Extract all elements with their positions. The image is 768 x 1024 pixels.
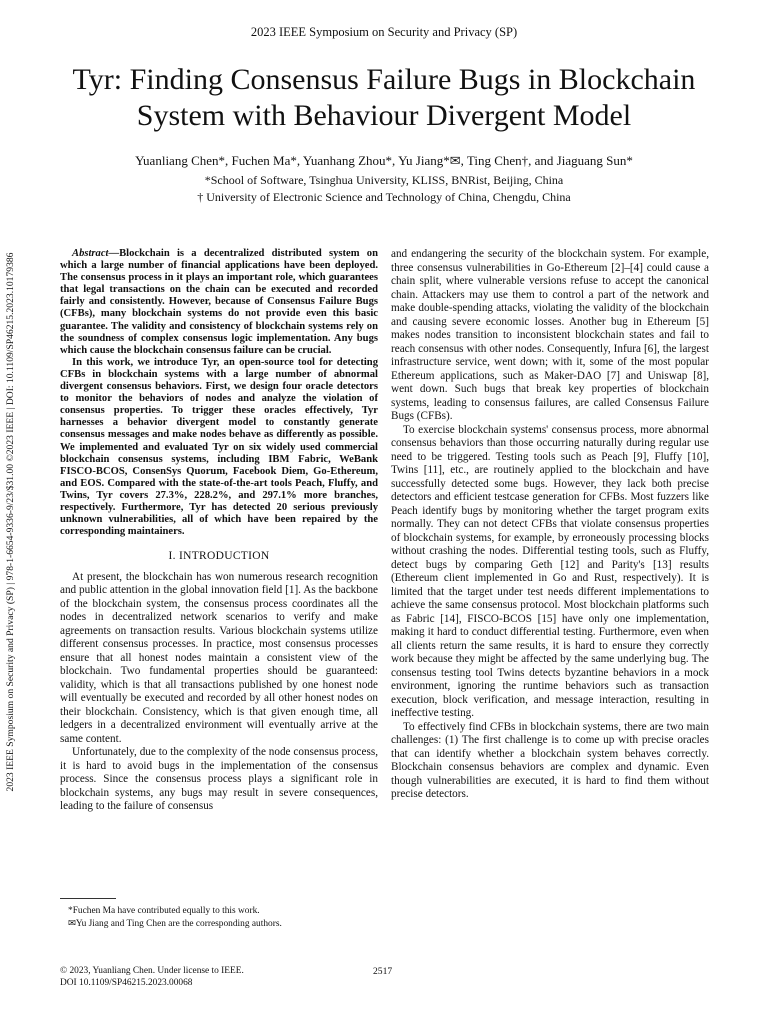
- page-number: 2517: [373, 966, 393, 977]
- doi-sidebar: [3, 222, 19, 822]
- affiliation-2: † University of Electronic Science and Technology of China, Chengdu, China: [197, 190, 571, 204]
- footnote-divider: [60, 898, 116, 899]
- footnote-1: *Fuchen Ma have contributed equally to this work.: [68, 906, 260, 916]
- conference-header: 2023 IEEE Symposium on Security and Privacy (SP): [250, 25, 518, 39]
- affiliation-1: *School of Software, Tsinghua University, KLISS, BNRist, Beijing, China: [204, 173, 564, 187]
- footer-copyright: © 2023, Yuanliang Chen. Under license to IEEE.: [60, 966, 244, 976]
- title-line-2: System with Behaviour Divergent Model: [136, 99, 632, 132]
- footer-doi: DOI 10.1109/SP46215.2023.00068: [60, 977, 193, 988]
- right-paragraph-1: and endangering the security of the blockchain system. For example, three consensus vulnerabilities in Go-Ethereum [2]–[4] could cause a chain split, where vulnerable versions refuse to accept the canonical chain. Attackers may use them to control a part of the network and make double-spending attacks, violating the validity of the blockchain and causing severe economic losses. Another bug in Ethereum [5] makes nodes transition to inconsistent blockchain states and fail to reach consensus with other nodes. Consequently, Infura [6], the largest infrastructure service, went down; with it, some of the most popular Ethereum applications, such as Maker-DAO [7] and Uniswap [8], went down. Such bugs that break key properties of blockchain systems, leading to consensus failures, are called Consensus Failure Bugs (CFBs).: [391, 248, 709, 422]
- title-line-1: Tyr: Finding Consensus Failure Bugs in Blockchain: [72, 63, 696, 96]
- paper-title: [40, 62, 728, 134]
- section-heading-introduction: I. INTRODUCTION: [168, 550, 270, 563]
- author-list: Yuanliang Chen*, Fuchen Ma*, Yuanhang Zhou*, Yu Jiang*✉, Ting Chen†, and Jiaguang Sun*: [135, 153, 633, 168]
- abstract-paragraph-1: [60, 248, 378, 357]
- right-paragraph-2: To exercise blockchain systems' consensus process, more abnormal consensus behaviors than those occurring naturally during regular use need to be triggered. Testing tools such as Peach [9], Fluffy [10], Twins [11], etc., are routinely applied to the blockchain and have successfully detected some bugs. However, they lack both precise detectors and efficient testcase generation for CFBs. Most fuzzers like Peach identify bugs by monitoring whether the target program exits normally. They can not detect CFBs that violate consensus properties of blockchain systems, for example, by erroneously processing blocks without crashing the nodes. Differential testing tools, such as Fluffy, detect bugs by comparing Geth [12] and Parity's [13] results (Ethereum client implemented in Go and Rust, respectively). It is limited that the target under test needs different implementations to achieve the same consensus protocol. Most blockchain platforms such as Fabric [14], FISCO-BCOS [15] have only one implementation, making it hard to conduct differential testing. Furthermore, even when all clients return the same results, it is hard to ensure they correctly work because they might be affected by the same underlying bug. The consensus testing tool Twins detects byzantine behaviors in a mock environment, ignoring the runtime behaviors such as transaction execution, block verification, and message interaction, resulting in ineffective testing.: [391, 423, 709, 719]
- footer-copyright-block: [60, 966, 244, 989]
- abstract-label: Abstract: [72, 248, 109, 259]
- introduction: [60, 571, 378, 814]
- right-paragraph-3: To effectively find CFBs in blockchain systems, there are two main challenges: (1) The first challenge is to come up with precise oracles that can identify whether a blockchain system behaves correctly. Blockchain consensus behaviors are complex and dynamic. Even though vulnerabilities are executed, it is hard to find them without precise detectors.: [391, 720, 709, 800]
- abstract: [60, 248, 378, 538]
- left-column: [60, 248, 378, 814]
- footnote-2: ✉Yu Jiang and Ting Chen are the corresponding authors.: [68, 919, 282, 929]
- abstract-paragraph-2: In this work, we introduce Tyr, an open-source tool for detecting CFBs in blockchain systems with a large number of abnormal divergent consensus behaviors. First, we design four oracle detectors to monitor the behaviors of nodes and analyze the violation of consensus properties. To trigger these oracles effectively, Tyr harnesses a behavior divergent model to constantly generate consensus messages and make nodes behave as differently as possible. We implemented and evaluated Tyr on six widely used commercial blockchain consensus systems, including IBM Fabric, WeBank FISCO-BCOS, ConsenSys Quorum, Facebook Diem, Go-Ethereum, and EOS. Compared with the state-of-the-art tools Peach, Fluffy, and Twins, Tyr covers 27.3%, 228.2%, and 297.1% more branches, respectively. Furthermore, Tyr has detected 20 serious previously unknown vulnerabilities, all of which have been repaired by the corresponding maintainers.: [60, 356, 378, 538]
- doi-sidebar-text: 2023 IEEE Symposium on Security and Privacy (SP) | 978-1-6654-9336-9/23/$31.00 ©2023 IEEE | DOI: 10.1109/SP46215.2023.10179386: [5, 252, 16, 792]
- right-column: [391, 248, 709, 802]
- intro-paragraph-2: Unfortunately, due to the complexity of the node consensus process, it is hard to avoid bugs in the implementation of the consensus process. Since the consensus process plays a significant role in blockchain systems, any bugs may result in severe consequences, leading to the failure of consensus: [60, 746, 378, 813]
- abstract-text-1: —Blockchain is a decentralized distributed system on which a large number of financial applications have been deployed. The consensus process in it plays an important role, which guarantees that legal transactions on the chain can be executed and recorded fairly and consistently. However, because of Consensus Failure Bugs (CFBs), many blockchain systems do not provide even this basic guarantee. The validity and consistency of blockchain systems rely on the soundness of complex consensus logic implementation. Any bugs which cause the blockchain consensus failure can be crucial.: [60, 248, 378, 356]
- intro-paragraph-1: At present, the blockchain has won numerous research recognition and public attention in the global innovation field [1]. As the backbone of the blockchain system, the consensus process coordinates all the nodes in decentralized network scenarios to verify and make agreements on transaction results. Various blockchain systems utilize different consensus processes. In practice, most consensus processes ensure that all honest nodes maintain a consistent view of the blockchain. Two fundamental properties should be guaranteed: validity, which is that all transactions published by one honest node will eventually be executed and recorded by all other honest nodes on their blockchain. Consistency, which is that given enough time, all ledgers in a decentralized environment will eventually arrive at the same content.: [60, 570, 378, 745]
- footnotes: [68, 905, 378, 931]
